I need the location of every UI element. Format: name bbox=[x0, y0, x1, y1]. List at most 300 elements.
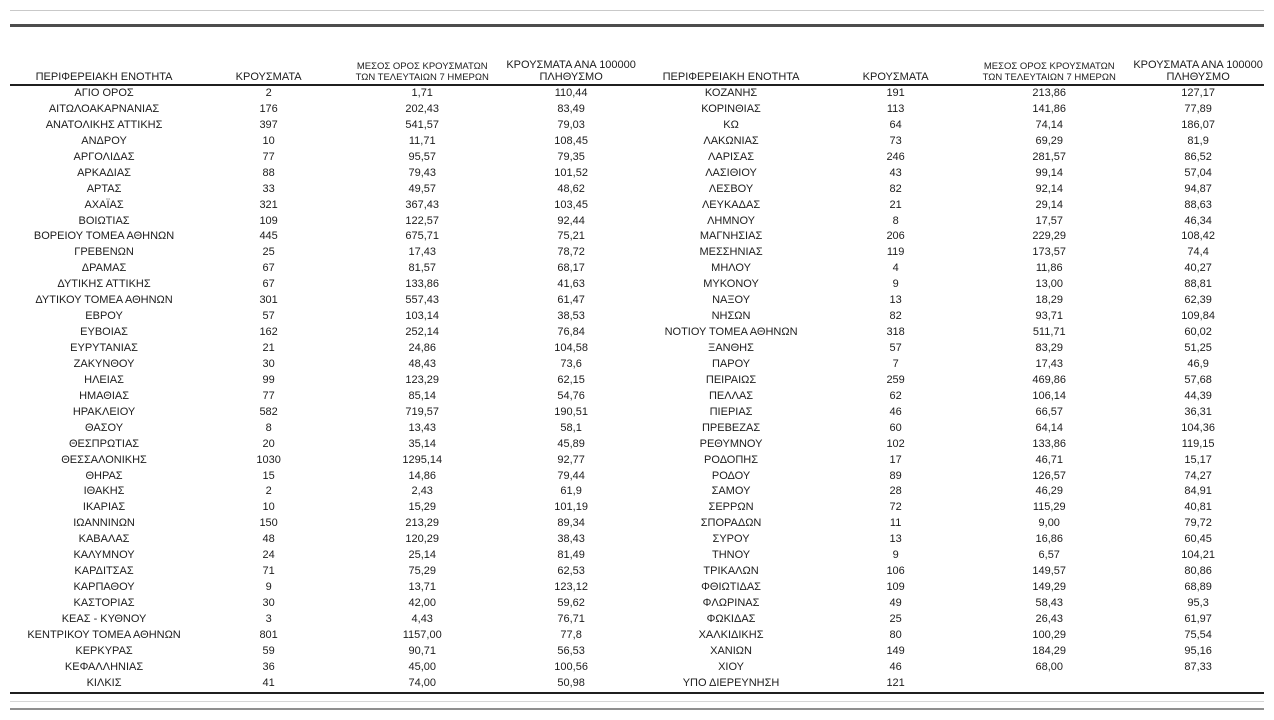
table-row bbox=[637, 118, 1264, 134]
region-cell: ΚΑΣΤΟΡΙΑΣ bbox=[73, 597, 135, 609]
col-header-region: ΠΕΡΙΦΕΡΕΙΑΚΗ ΕΝΟΤΗΤΑ bbox=[35, 71, 173, 83]
table-header-row bbox=[10, 54, 1264, 84]
cases-cell: 9 bbox=[265, 581, 272, 594]
avg7-cell: 126,57 bbox=[1032, 469, 1067, 482]
table-row bbox=[10, 564, 637, 580]
avg7-cell: 45,00 bbox=[408, 660, 436, 673]
region-cell: ΚΑΒΑΛΑΣ bbox=[78, 533, 130, 546]
table-body-left bbox=[10, 86, 637, 692]
avg7-cell bbox=[966, 676, 1132, 692]
cases-cell: 206 bbox=[886, 230, 905, 243]
avg7-cell: 541,57 bbox=[405, 118, 440, 131]
region-cell: ΚΑΡΠΑΘΟΥ bbox=[73, 581, 135, 594]
region-cell: ΙΩΑΝΝΙΝΩΝ bbox=[73, 517, 135, 530]
region-cell: ΑΧΑΪΑΣ bbox=[84, 198, 124, 211]
avg7-cell: 557,43 bbox=[405, 294, 440, 307]
table-body-row bbox=[10, 86, 1264, 692]
per100k-cell: 68,89 bbox=[1184, 581, 1212, 594]
per100k-cell: 86,52 bbox=[1184, 150, 1212, 163]
per100k-cell: 61,97 bbox=[1184, 612, 1212, 625]
table-row bbox=[10, 500, 637, 516]
table-row bbox=[637, 469, 1264, 485]
region-cell: ΓΡΕΒΕΝΩΝ bbox=[74, 246, 134, 259]
cases-cell: 109 bbox=[259, 214, 278, 227]
per100k-cell: 48,62 bbox=[557, 182, 585, 195]
region-cell: ΚΑΡΔΙΤΣΑΣ bbox=[74, 565, 134, 578]
top-rule-dark bbox=[10, 24, 1264, 27]
avg7-cell: 106,14 bbox=[1032, 389, 1067, 402]
table-row bbox=[10, 612, 637, 628]
avg7-cell: 122,57 bbox=[405, 214, 440, 227]
table-row bbox=[637, 245, 1264, 261]
per100k-cell: 89,34 bbox=[557, 517, 585, 530]
region-cell: ΑΓΙΟ ΟΡΟΣ bbox=[74, 87, 134, 99]
table-row bbox=[637, 198, 1264, 214]
avg7-cell: 281,57 bbox=[1032, 150, 1067, 163]
avg7-cell: 17,43 bbox=[1035, 357, 1063, 370]
per100k-cell: 92,44 bbox=[557, 214, 585, 227]
region-cell: ΕΥΡΥΤΑΝΙΑΣ bbox=[70, 342, 138, 354]
per100k-cell: 79,35 bbox=[557, 150, 585, 163]
bottom-rule-light bbox=[10, 701, 1264, 702]
col-header-avg7 bbox=[966, 61, 1132, 83]
region-cell: ΛΑΣΙΘΙΟΥ bbox=[705, 166, 757, 179]
cases-cell: 17 bbox=[889, 453, 902, 466]
cases-cell: 13 bbox=[889, 294, 902, 307]
avg7-cell: 6,57 bbox=[1038, 549, 1060, 562]
region-cell: ΙΘΑΚΗΣ bbox=[83, 485, 125, 498]
region-cell: ΖΑΚΥΝΘΟΥ bbox=[73, 357, 135, 370]
table-row bbox=[637, 500, 1264, 516]
table-row bbox=[637, 676, 1264, 692]
cases-cell: 71 bbox=[262, 565, 275, 578]
col-header-avg7-line1: ΜΕΣΟΣ ΟΡΟΣ ΚΡΟΥΣΜΑΤΩΝ bbox=[356, 61, 488, 72]
cases-cell: 102 bbox=[886, 437, 905, 450]
avg7-cell: 184,29 bbox=[1032, 644, 1067, 657]
region-cell: ΥΠΟ ΔΙΕΡΕΥΝΗΣΗ bbox=[682, 676, 780, 689]
cases-cell: 113 bbox=[886, 102, 905, 115]
cases-cell: 121 bbox=[886, 676, 905, 689]
table-row bbox=[10, 293, 637, 309]
avg7-cell: 367,43 bbox=[405, 198, 440, 211]
avg7-cell: 123,29 bbox=[405, 373, 440, 386]
table-row bbox=[637, 309, 1264, 325]
avg7-cell: 35,14 bbox=[408, 437, 436, 450]
table-row bbox=[10, 484, 637, 500]
table-row bbox=[10, 676, 637, 692]
table-row bbox=[637, 102, 1264, 118]
table-bottom-rule bbox=[10, 692, 1264, 694]
table-row bbox=[10, 325, 637, 341]
per100k-cell: 59,62 bbox=[557, 597, 585, 609]
cases-cell: 77 bbox=[262, 389, 275, 402]
avg7-cell: 90,71 bbox=[408, 644, 436, 657]
region-cell: ΘΗΡΑΣ bbox=[85, 469, 123, 482]
table-row bbox=[10, 166, 637, 182]
table-row bbox=[10, 421, 637, 437]
region-cell: ΣΠΟΡΑΔΩΝ bbox=[700, 517, 762, 530]
per100k-cell: 101,19 bbox=[554, 501, 588, 514]
region-cell: ΑΡΓΟΛΙΔΑΣ bbox=[73, 150, 135, 163]
avg7-cell: 49,57 bbox=[408, 182, 436, 195]
avg7-cell: 103,14 bbox=[405, 310, 440, 323]
cases-cell: 57 bbox=[889, 342, 902, 354]
region-cell: ΒΟΙΩΤΙΑΣ bbox=[78, 214, 130, 227]
cases-cell: 321 bbox=[259, 198, 278, 211]
region-cell: ΛΑΚΩΝΙΑΣ bbox=[703, 134, 759, 147]
cases-cell: 582 bbox=[259, 405, 278, 418]
cases-cell: 59 bbox=[262, 644, 275, 657]
top-rule-light bbox=[10, 10, 1264, 11]
table-row bbox=[637, 229, 1264, 245]
region-cell: ΛΕΥΚΑΔΑΣ bbox=[701, 198, 761, 211]
avg7-cell: 46,29 bbox=[1035, 485, 1063, 498]
region-cell: ΛΑΡΙΣΑΣ bbox=[708, 150, 755, 163]
table-row bbox=[637, 660, 1264, 676]
avg7-cell: 115,29 bbox=[1032, 501, 1066, 514]
per100k-cell: 51,25 bbox=[1184, 342, 1212, 354]
region-cell: ΘΕΣΣΑΛΟΝΙΚΗΣ bbox=[61, 453, 147, 466]
cases-cell: 46 bbox=[889, 405, 902, 418]
table-row bbox=[637, 484, 1264, 500]
region-cell: ΛΗΜΝΟΥ bbox=[707, 214, 756, 227]
region-cell: ΕΒΡΟΥ bbox=[85, 310, 123, 323]
table-row bbox=[637, 277, 1264, 293]
table-row bbox=[637, 516, 1264, 532]
cases-cell: 10 bbox=[262, 501, 275, 514]
region-cell: ΚΙΛΚΙΣ bbox=[86, 676, 122, 689]
avg7-cell: 26,43 bbox=[1035, 612, 1063, 625]
avg7-cell: 69,29 bbox=[1035, 134, 1063, 147]
table-row bbox=[10, 357, 637, 373]
cases-cell: 33 bbox=[262, 182, 275, 195]
table-row bbox=[10, 198, 637, 214]
cases-cell: 36 bbox=[262, 660, 275, 673]
cases-cell: 49 bbox=[889, 597, 902, 609]
region-cell: ΣΥΡΟΥ bbox=[712, 533, 750, 546]
region-cell: ΔΥΤΙΚΟΥ ΤΟΜΕΑ ΑΘΗΝΩΝ bbox=[35, 294, 173, 307]
cases-cell: 106 bbox=[886, 565, 905, 578]
table-row bbox=[10, 245, 637, 261]
cases-cell: 41 bbox=[262, 676, 275, 689]
avg7-cell: 149,57 bbox=[1032, 565, 1067, 578]
avg7-cell: 74,14 bbox=[1035, 118, 1063, 131]
cases-cell: 82 bbox=[889, 310, 902, 323]
table-row bbox=[637, 532, 1264, 548]
avg7-cell: 213,86 bbox=[1032, 87, 1067, 99]
per100k-cell: 123,12 bbox=[554, 581, 588, 594]
avg7-cell: 1157,00 bbox=[402, 628, 442, 641]
cases-cell: 15 bbox=[262, 469, 275, 482]
avg7-cell: 85,14 bbox=[408, 389, 436, 402]
cases-cell: 109 bbox=[886, 581, 905, 594]
cases-cell: 149 bbox=[886, 644, 905, 657]
col-header-per100k-line2: ΠΛΗΘΥΣΜΟ bbox=[539, 71, 603, 83]
per100k-cell: 60,02 bbox=[1184, 326, 1212, 339]
per100k-cell: 94,87 bbox=[1184, 182, 1212, 195]
cases-cell: 4 bbox=[892, 262, 899, 275]
table-row bbox=[637, 166, 1264, 182]
region-cell: ΑΙΤΩΛΟΑΚΑΡΝΑΝΙΑΣ bbox=[48, 102, 160, 115]
per100k-cell: 74,4 bbox=[1187, 246, 1209, 259]
per100k-cell: 81,9 bbox=[1187, 134, 1209, 147]
avg7-cell: 99,14 bbox=[1035, 166, 1063, 179]
table-row bbox=[637, 596, 1264, 612]
cases-cell: 20 bbox=[262, 437, 275, 450]
table-row bbox=[637, 437, 1264, 453]
region-cell: ΞΑΝΘΗΣ bbox=[708, 342, 754, 354]
table-row bbox=[637, 389, 1264, 405]
table-row bbox=[10, 102, 637, 118]
table-row bbox=[10, 516, 637, 532]
col-header-avg7-line2: ΤΩΝ ΤΕΛΕΥΤΑΙΩΝ 7 ΗΜΕΡΩΝ bbox=[355, 72, 489, 83]
cases-cell: 176 bbox=[259, 102, 278, 115]
table-row bbox=[10, 86, 637, 102]
table-row bbox=[637, 580, 1264, 596]
per100k-cell: 50,98 bbox=[557, 676, 585, 689]
region-cell: ΣΑΜΟΥ bbox=[711, 485, 751, 498]
avg7-cell: 252,14 bbox=[405, 326, 440, 339]
region-cell: ΗΛΕΙΑΣ bbox=[84, 373, 124, 386]
cases-cell: 301 bbox=[259, 294, 278, 307]
per100k-cell: 46,34 bbox=[1184, 214, 1212, 227]
col-header-cases: ΚΡΟΥΣΜΑΤΑ bbox=[235, 71, 302, 83]
avg7-cell: 511,71 bbox=[1032, 326, 1066, 339]
cases-cell: 46 bbox=[889, 660, 902, 673]
avg7-cell: 93,71 bbox=[1035, 310, 1063, 323]
avg7-cell: 29,14 bbox=[1035, 198, 1063, 211]
cases-cell: 191 bbox=[886, 87, 905, 99]
per100k-cell: 190,51 bbox=[554, 405, 588, 418]
region-cell: ΤΡΙΚΑΛΩΝ bbox=[703, 565, 759, 578]
table-row bbox=[637, 293, 1264, 309]
cases-cell: 99 bbox=[262, 373, 275, 386]
per100k-cell: 79,44 bbox=[557, 469, 585, 482]
cases-cell: 11 bbox=[889, 517, 902, 530]
table-row bbox=[637, 214, 1264, 230]
per100k-cell: 44,39 bbox=[1184, 389, 1212, 402]
per100k-cell: 60,45 bbox=[1184, 533, 1212, 546]
table-row bbox=[10, 580, 637, 596]
table-row bbox=[10, 134, 637, 150]
table-row bbox=[10, 548, 637, 564]
per100k-cell: 75,21 bbox=[557, 230, 585, 243]
table-row bbox=[637, 357, 1264, 373]
region-cell: ΑΝΑΤΟΛΙΚΗΣ ΑΤΤΙΚΗΣ bbox=[45, 118, 163, 131]
region-cell: ΝΟΤΙΟΥ ΤΟΜΕΑ ΑΘΗΝΩΝ bbox=[664, 326, 798, 339]
region-cell: ΜΕΣΣΗΝΙΑΣ bbox=[699, 246, 763, 259]
per100k-cell: 127,17 bbox=[1181, 87, 1215, 99]
cases-cell: 10 bbox=[262, 134, 275, 147]
bottom-rule-gray bbox=[10, 708, 1264, 710]
region-cell: ΚΟΖΑΝΗΣ bbox=[704, 87, 758, 99]
cases-cell: 72 bbox=[889, 501, 902, 514]
per100k-cell: 73,6 bbox=[560, 357, 582, 370]
avg7-cell: 9,00 bbox=[1038, 517, 1060, 530]
table-row bbox=[637, 564, 1264, 580]
region-cell: ΚΕΑΣ - ΚΥΘΝΟΥ bbox=[61, 612, 147, 625]
per100k-cell: 95,16 bbox=[1184, 644, 1212, 657]
region-cell: ΑΡΤΑΣ bbox=[86, 182, 122, 195]
cases-cell: 25 bbox=[889, 612, 902, 625]
avg7-cell: 46,71 bbox=[1035, 453, 1063, 466]
per100k-cell: 57,68 bbox=[1184, 373, 1212, 386]
region-cell: ΠΕΛΛΑΣ bbox=[708, 389, 754, 402]
col-header-per100k bbox=[505, 59, 637, 83]
region-cell: ΒΟΡΕΙΟΥ ΤΟΜΕΑ ΑΘΗΝΩΝ bbox=[33, 230, 175, 243]
avg7-cell: 11,86 bbox=[1035, 262, 1063, 275]
per100k-cell: 108,42 bbox=[1181, 230, 1215, 243]
table-row bbox=[637, 628, 1264, 644]
avg7-cell: 11,71 bbox=[408, 134, 436, 147]
avg7-cell: 13,43 bbox=[408, 421, 436, 434]
per100k-cell: 62,39 bbox=[1184, 294, 1212, 307]
cases-cell: 30 bbox=[262, 597, 275, 609]
avg7-cell: 42,00 bbox=[408, 597, 436, 609]
table-row bbox=[10, 277, 637, 293]
per100k-cell: 38,43 bbox=[557, 533, 585, 546]
avg7-cell: 100,29 bbox=[1032, 628, 1067, 641]
cases-cell: 25 bbox=[262, 246, 275, 259]
region-cell: ΡΕΘΥΜΝΟΥ bbox=[699, 437, 763, 450]
table-row bbox=[10, 182, 637, 198]
cases-cell: 21 bbox=[889, 198, 902, 211]
region-cell: ΠΙΕΡΙΑΣ bbox=[709, 405, 753, 418]
avg7-cell: 48,43 bbox=[408, 357, 436, 370]
avg7-cell: 25,14 bbox=[408, 549, 436, 562]
per100k-cell: 78,72 bbox=[557, 246, 585, 259]
region-cell: ΜΗΛΟΥ bbox=[711, 262, 751, 275]
per100k-cell: 45,89 bbox=[557, 437, 585, 450]
cases-cell: 2 bbox=[265, 87, 272, 99]
table-row bbox=[10, 150, 637, 166]
per100k-cell: 46,9 bbox=[1187, 357, 1209, 370]
region-cell: ΝΗΣΩΝ bbox=[711, 310, 751, 323]
region-cell: ΦΛΩΡΙΝΑΣ bbox=[702, 597, 760, 609]
col-header-per100k-line1: ΚΡΟΥΣΜΑΤΑ ΑΝΑ 100000 bbox=[1133, 59, 1263, 71]
region-cell: ΚΟΡΙΝΘΙΑΣ bbox=[701, 102, 761, 115]
table-row bbox=[637, 612, 1264, 628]
region-cell: ΧΙΟΥ bbox=[718, 660, 745, 673]
region-cell: ΚΩ bbox=[723, 118, 739, 131]
cases-cell: 13 bbox=[889, 533, 902, 546]
per100k-cell: 41,63 bbox=[557, 278, 585, 291]
per100k-cell: 104,58 bbox=[554, 342, 588, 354]
table-row bbox=[10, 660, 637, 676]
avg7-cell: 202,43 bbox=[405, 102, 440, 115]
region-cell: ΜΥΚΟΝΟΥ bbox=[703, 278, 759, 291]
cases-cell: 89 bbox=[889, 469, 902, 482]
avg7-cell: 68,00 bbox=[1035, 660, 1063, 673]
per100k-cell: 79,72 bbox=[1184, 517, 1212, 530]
cases-cell: 1030 bbox=[256, 453, 281, 466]
cases-cell: 30 bbox=[262, 357, 275, 370]
per100k-cell: 80,86 bbox=[1184, 565, 1212, 578]
table-body-right bbox=[637, 86, 1264, 692]
avg7-cell: 2,43 bbox=[411, 485, 433, 498]
per100k-cell: 84,91 bbox=[1184, 485, 1212, 498]
col-header-cases: ΚΡΟΥΣΜΑΤΑ bbox=[862, 71, 929, 83]
regional-cases-tables bbox=[10, 54, 1264, 694]
col-header-per100k-line1: ΚΡΟΥΣΜΑΤΑ ΑΝΑ 100000 bbox=[506, 59, 636, 71]
table-row bbox=[10, 341, 637, 357]
per100k-cell: 76,84 bbox=[557, 326, 585, 339]
region-cell: ΣΕΡΡΩΝ bbox=[708, 501, 754, 514]
table-row bbox=[637, 644, 1264, 660]
per100k-cell: 62,53 bbox=[557, 565, 585, 578]
region-cell: ΚΕΝΤΡΙΚΟΥ ΤΟΜΕΑ ΑΘΗΝΩΝ bbox=[27, 628, 181, 641]
cases-cell: 43 bbox=[889, 166, 902, 179]
avg7-cell: 58,43 bbox=[1035, 597, 1063, 609]
table-row bbox=[637, 86, 1264, 102]
avg7-cell: 13,71 bbox=[408, 581, 436, 594]
table-row bbox=[637, 182, 1264, 198]
table-row bbox=[637, 150, 1264, 166]
region-cell: ΗΜΑΘΙΑΣ bbox=[79, 389, 130, 402]
per100k-cell: 108,45 bbox=[554, 134, 588, 147]
table-row bbox=[10, 628, 637, 644]
avg7-cell: 675,71 bbox=[405, 230, 440, 243]
cases-cell: 7 bbox=[892, 357, 899, 370]
per100k-cell: 77,8 bbox=[560, 628, 582, 641]
avg7-cell: 83,29 bbox=[1035, 342, 1063, 354]
avg7-cell: 18,29 bbox=[1035, 294, 1063, 307]
cases-cell: 88 bbox=[262, 166, 275, 179]
avg7-cell: 133,86 bbox=[1032, 437, 1067, 450]
avg7-cell: 1,71 bbox=[411, 87, 433, 99]
table-row bbox=[10, 229, 637, 245]
cases-cell: 162 bbox=[259, 326, 278, 339]
region-cell: ΡΟΔΟΥ bbox=[711, 469, 751, 482]
col-header-avg7-line2: ΤΩΝ ΤΕΛΕΥΤΑΙΩΝ 7 ΗΜΕΡΩΝ bbox=[982, 72, 1116, 83]
avg7-cell: 719,57 bbox=[405, 405, 440, 418]
table-row bbox=[637, 134, 1264, 150]
cases-cell: 9 bbox=[892, 278, 899, 291]
table-row bbox=[637, 453, 1264, 469]
cases-cell: 2 bbox=[265, 485, 272, 498]
region-cell: ΠΡΕΒΕΖΑΣ bbox=[701, 421, 761, 434]
cases-cell: 62 bbox=[889, 389, 902, 402]
per100k-cell: 101,52 bbox=[554, 166, 588, 179]
per100k-cell: 74,27 bbox=[1184, 469, 1212, 482]
per100k-cell: 76,71 bbox=[557, 612, 585, 625]
region-cell: ΕΥΒΟΙΑΣ bbox=[80, 326, 128, 339]
table-header-left bbox=[10, 54, 637, 84]
region-cell: ΜΑΓΝΗΣΙΑΣ bbox=[699, 230, 763, 243]
region-cell: ΘΕΣΠΡΩΤΙΑΣ bbox=[68, 437, 140, 450]
table-row bbox=[10, 469, 637, 485]
region-cell: ΗΡΑΚΛΕΙΟΥ bbox=[72, 405, 136, 418]
table-row bbox=[10, 453, 637, 469]
cases-cell: 318 bbox=[886, 326, 905, 339]
avg7-cell: 74,00 bbox=[408, 676, 436, 689]
table-row bbox=[10, 261, 637, 277]
avg7-cell: 120,29 bbox=[405, 533, 440, 546]
table-row bbox=[10, 118, 637, 134]
per100k-cell bbox=[1132, 676, 1264, 692]
table-row bbox=[10, 405, 637, 421]
cases-cell: 48 bbox=[262, 533, 275, 546]
avg7-cell: 133,86 bbox=[405, 278, 440, 291]
cases-cell: 8 bbox=[265, 421, 272, 434]
table-row bbox=[10, 214, 637, 230]
table-row bbox=[10, 532, 637, 548]
avg7-cell: 13,00 bbox=[1035, 278, 1063, 291]
region-cell: ΦΩΚΙΔΑΣ bbox=[706, 612, 756, 625]
per100k-cell: 15,17 bbox=[1184, 453, 1212, 466]
region-cell: ΛΕΣΒΟΥ bbox=[708, 182, 754, 195]
avg7-cell: 4,43 bbox=[411, 612, 433, 625]
